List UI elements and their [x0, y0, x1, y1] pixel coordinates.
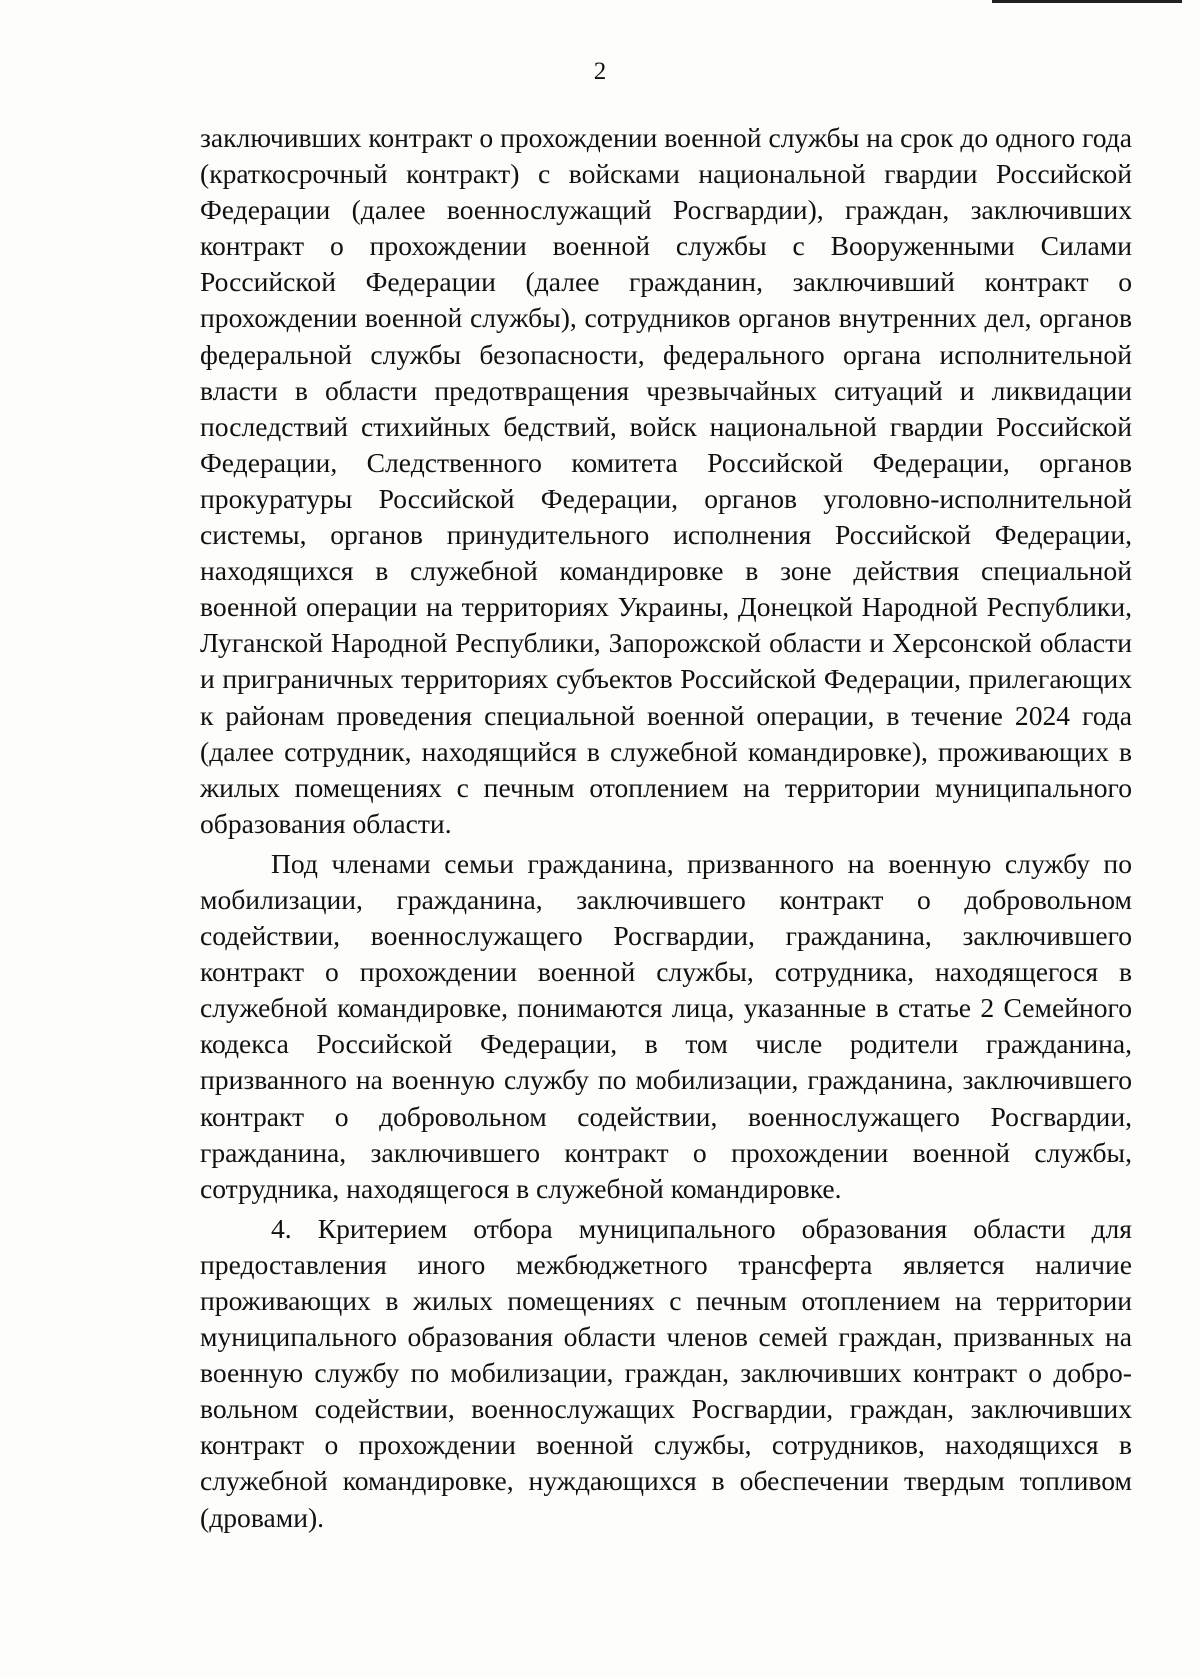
paragraph-continuation: заключивших контракт о прохождении военной службы на срок до одного года (краткосрочный контракт) с войсками национальной гвардии Российской Федерации (далее военнослужащий Росгвардии), граждан, заключивших контракт о прохождении военной службы с Вооруженными Силами Российской Федерации (далее гражданин, заключивший контракт о прохождении военной службы), сотрудников органов внутренних дел, органов федеральной службы безопасности, федерального органа исполнительной власти в области предотвращения чрезвычайных ситуаций и ликвидации последствий стихийных бедствий, войск национальной гвардии Российской Федерации, Следственного комитета Российской Федерации, органов прокуратуры Российской Федерации, органов уголовно-исполнительной системы, органов принудительного исполнения Российской Федерации, находящихся в служебной командировке в зоне действия специальной военной операции на территориях Украины, Донецкой Народной Республики, Луганской Народной Республики, Запорожской области и Херсонской области и приграничных территориях субъектов Российской Федерации, прилегающих к районам проведения специальной военной операции, в течение 2024 года (далее сотрудник, находящийся в служебной командировке), проживающих в жилых помещениях с печным отоплением на территории муниципального образования области.: [200, 122, 1132, 839]
paragraph-family-members-definition: Под членами семьи гражданина, призванного на военную службу по мобилизации, гражданина, заключившего контракт о добровольном содействии, военнослужащего Росгвардии, гражданина, заключившего контракт о прохождении военной службы, сотрудника, находящегося в служебной командировке, понимаются лица, указанные в статье 2 Семейного кодекса Российской Федерации, в том числе родители гражданина, призванного на военную службу по мобилизации, гражданина, заключившего контракт о добровольном содействии, военнослужащего Росгвардии, гражданина, заключившего контракт о прохождении военной службы, сотрудника, находящегося в служебной командировке.: [200, 847, 1132, 1204]
paragraph-selection-criterion: 4. Критерием отбора муниципального образования области для предоставления иного межбюджетного трансферта является наличие проживающих в жилых помещениях с печным отоплением на территории муниципального образования области членов семей граждан, призванных на военную службу по мобилизации, граждан, заключивших контракт о добровольном содействии, военнослужащих Росгвардии, граждан, заключивших контракт о прохождении военной службы, сотрудников, находящихся в служебной командировке, нуждающихся в обеспечении твердым топливом (дровами).: [200, 1212, 1132, 1533]
page-number: 2: [593, 58, 607, 85]
top-right-rule: [992, 0, 1182, 3]
document-body: [200, 120, 1132, 1536]
